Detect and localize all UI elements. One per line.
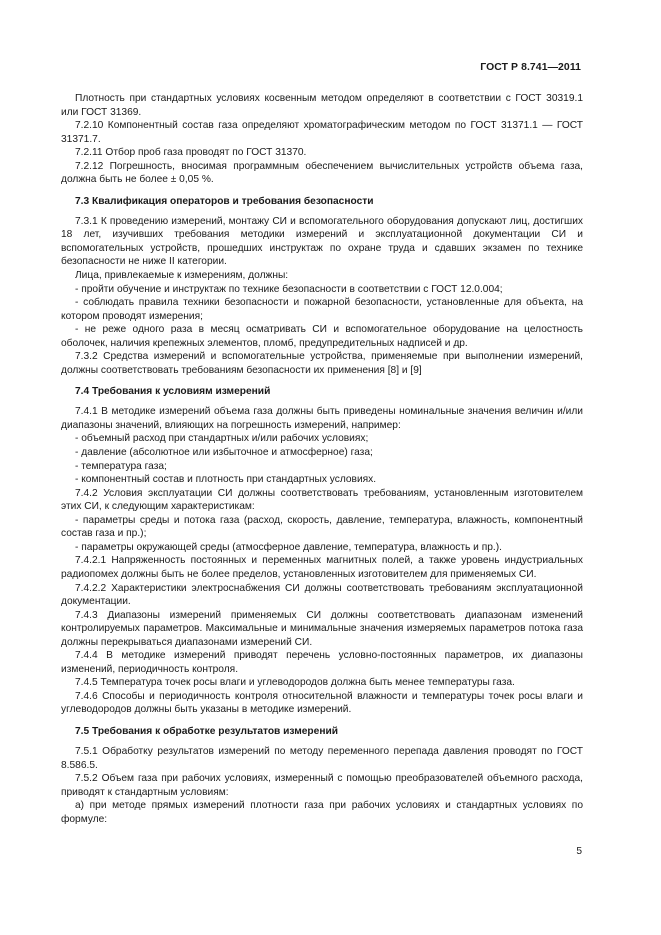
list-item: - параметры окружающей среды (атмосферное давление, температура, влажность и пр.).	[75, 541, 502, 553]
list-item: - пройти обучение и инструктаж по технике безопасности в соответствии с ГОСТ 12.0.004;	[75, 283, 503, 295]
paragraph: 7.4.4 В методике измерений приводят перечень условно-постоянных параметров, их диапазоны изменений, периодичность контроля.	[61, 650, 583, 675]
document-id: ГОСТ Р 8.741—2011	[480, 62, 581, 73]
paragraph: 7.4.1 В методике измерений объема газа должны быть приведены номинальные значения величин и/или диапазоны значений, влияющих на погрешность измерений, например:	[61, 406, 583, 431]
paragraph: 7.5.2 Объем газа при рабочих условиях, измеренный с помощью преобразователей объемного расхода, приводят к стандартным условиям:	[61, 773, 583, 798]
paragraph: 7.2.12 Погрешность, вносимая программным обеспечением вычислительных устройств объема газа, должна быть не более ± 0,05 %.	[61, 160, 583, 186]
list-item: - параметры среды и потока газа (расход, скорость, давление, температура, влажность, компонентный состав газа и пр.);	[61, 514, 583, 540]
list-item: - не реже одного раза в месяц осматривать СИ и вспомогательное оборудование на целостность оболочек, наличия крепежных элементов, пломб, предупредительных надписей и др.	[61, 324, 583, 349]
paragraph: Плотность при стандартных условиях косвенным методом определяют в соответствии с ГОСТ 30319.1 или ГОСТ 31369.	[61, 93, 583, 118]
paragraph: 7.4.3 Диапазоны измерений применяемых СИ должны соответствовать диапазонам изменений контролируемых параметров. Максимальные и минимальные значения измеряемых параметров потока газа должны перекрываться диапазонами измерений СИ.	[61, 609, 583, 648]
section-heading: 7.3 Квалификация операторов и требования безопасности	[75, 195, 374, 207]
paragraph: 7.2.10 Компонентный состав газа определяют хроматографическим методом по ГОСТ 31371.1 — ГОСТ 31371.7.	[61, 120, 583, 145]
list-item: - компонентный состав и плотность при стандартных условиях.	[75, 474, 377, 486]
paragraph: 7.3.1 К проведению измерений, монтажу СИ и вспомогательного оборудования допускают лиц, достигших 18 лет, изучивших требования методики измерений и эксплуатационной документации СИ и вспомогательных устройств, прошедших инструктаж по охране труда и сдавших экзамен по технике безопасности не ниже II категории.	[61, 215, 583, 268]
list-item: - давление (абсолютное или избыточное и атмосферное) газа;	[75, 447, 373, 459]
paragraph: 7.3.2 Средства измерений и вспомогательные устройства, применяемые при выполнении измерений, должны соответствовать требованиям безопасности их применения [8] и [9]	[61, 351, 583, 376]
paragraph: 7.4.2.2 Характеристики электроснабжения СИ должны соответствовать требованиям эксплуатационной документации.	[61, 582, 583, 608]
paragraph: 7.4.2 Условия эксплуатации СИ должны соответствовать требованиям, установленным изготовителем этих СИ, к следующим характеристикам:	[61, 487, 583, 513]
list-item: - объемный расход при стандартных и/или рабочих условиях;	[75, 433, 369, 445]
list-item: - температура газа;	[75, 460, 167, 472]
section-heading: 7.4 Требования к условиям измерений	[75, 386, 271, 398]
paragraph: 7.4.2.1 Напряженность постоянных и переменных магнитных полей, а также уровень индустриальных радиопомех должны быть не более пределов, установленных изготовителем для применяемых СИ.	[61, 555, 583, 580]
paragraph: Лица, привлекаемые к измерениям, должны:	[75, 270, 289, 282]
paragraph: а) при методе прямых измерений плотности газа при рабочих условиях и стандартных условиях по формуле:	[61, 800, 583, 825]
paragraph: 7.4.6 Способы и периодичность контроля относительной влажности и температуры точек росы влаги и углеводородов должны быть указаны в методике измерений.	[61, 690, 583, 716]
paragraph: 7.5.1 Обработку результатов измерений по методу переменного перепада давления проводят по ГОСТ 8.586.5.	[61, 745, 583, 771]
paragraph: 7.4.5 Температура точек росы влаги и углеводородов должна быть менее температуры газа.	[75, 677, 515, 689]
page-body	[61, 92, 583, 826]
list-item: - соблюдать правила техники безопасности и пожарной безопасности, установленные для объекта, на котором проводят измерения;	[61, 297, 583, 322]
section-heading: 7.5 Требования к обработке результатов измерений	[75, 725, 338, 737]
page-number: 5	[576, 846, 582, 857]
paragraph: 7.2.11 Отбор проб газа проводят по ГОСТ 31370.	[75, 147, 307, 159]
